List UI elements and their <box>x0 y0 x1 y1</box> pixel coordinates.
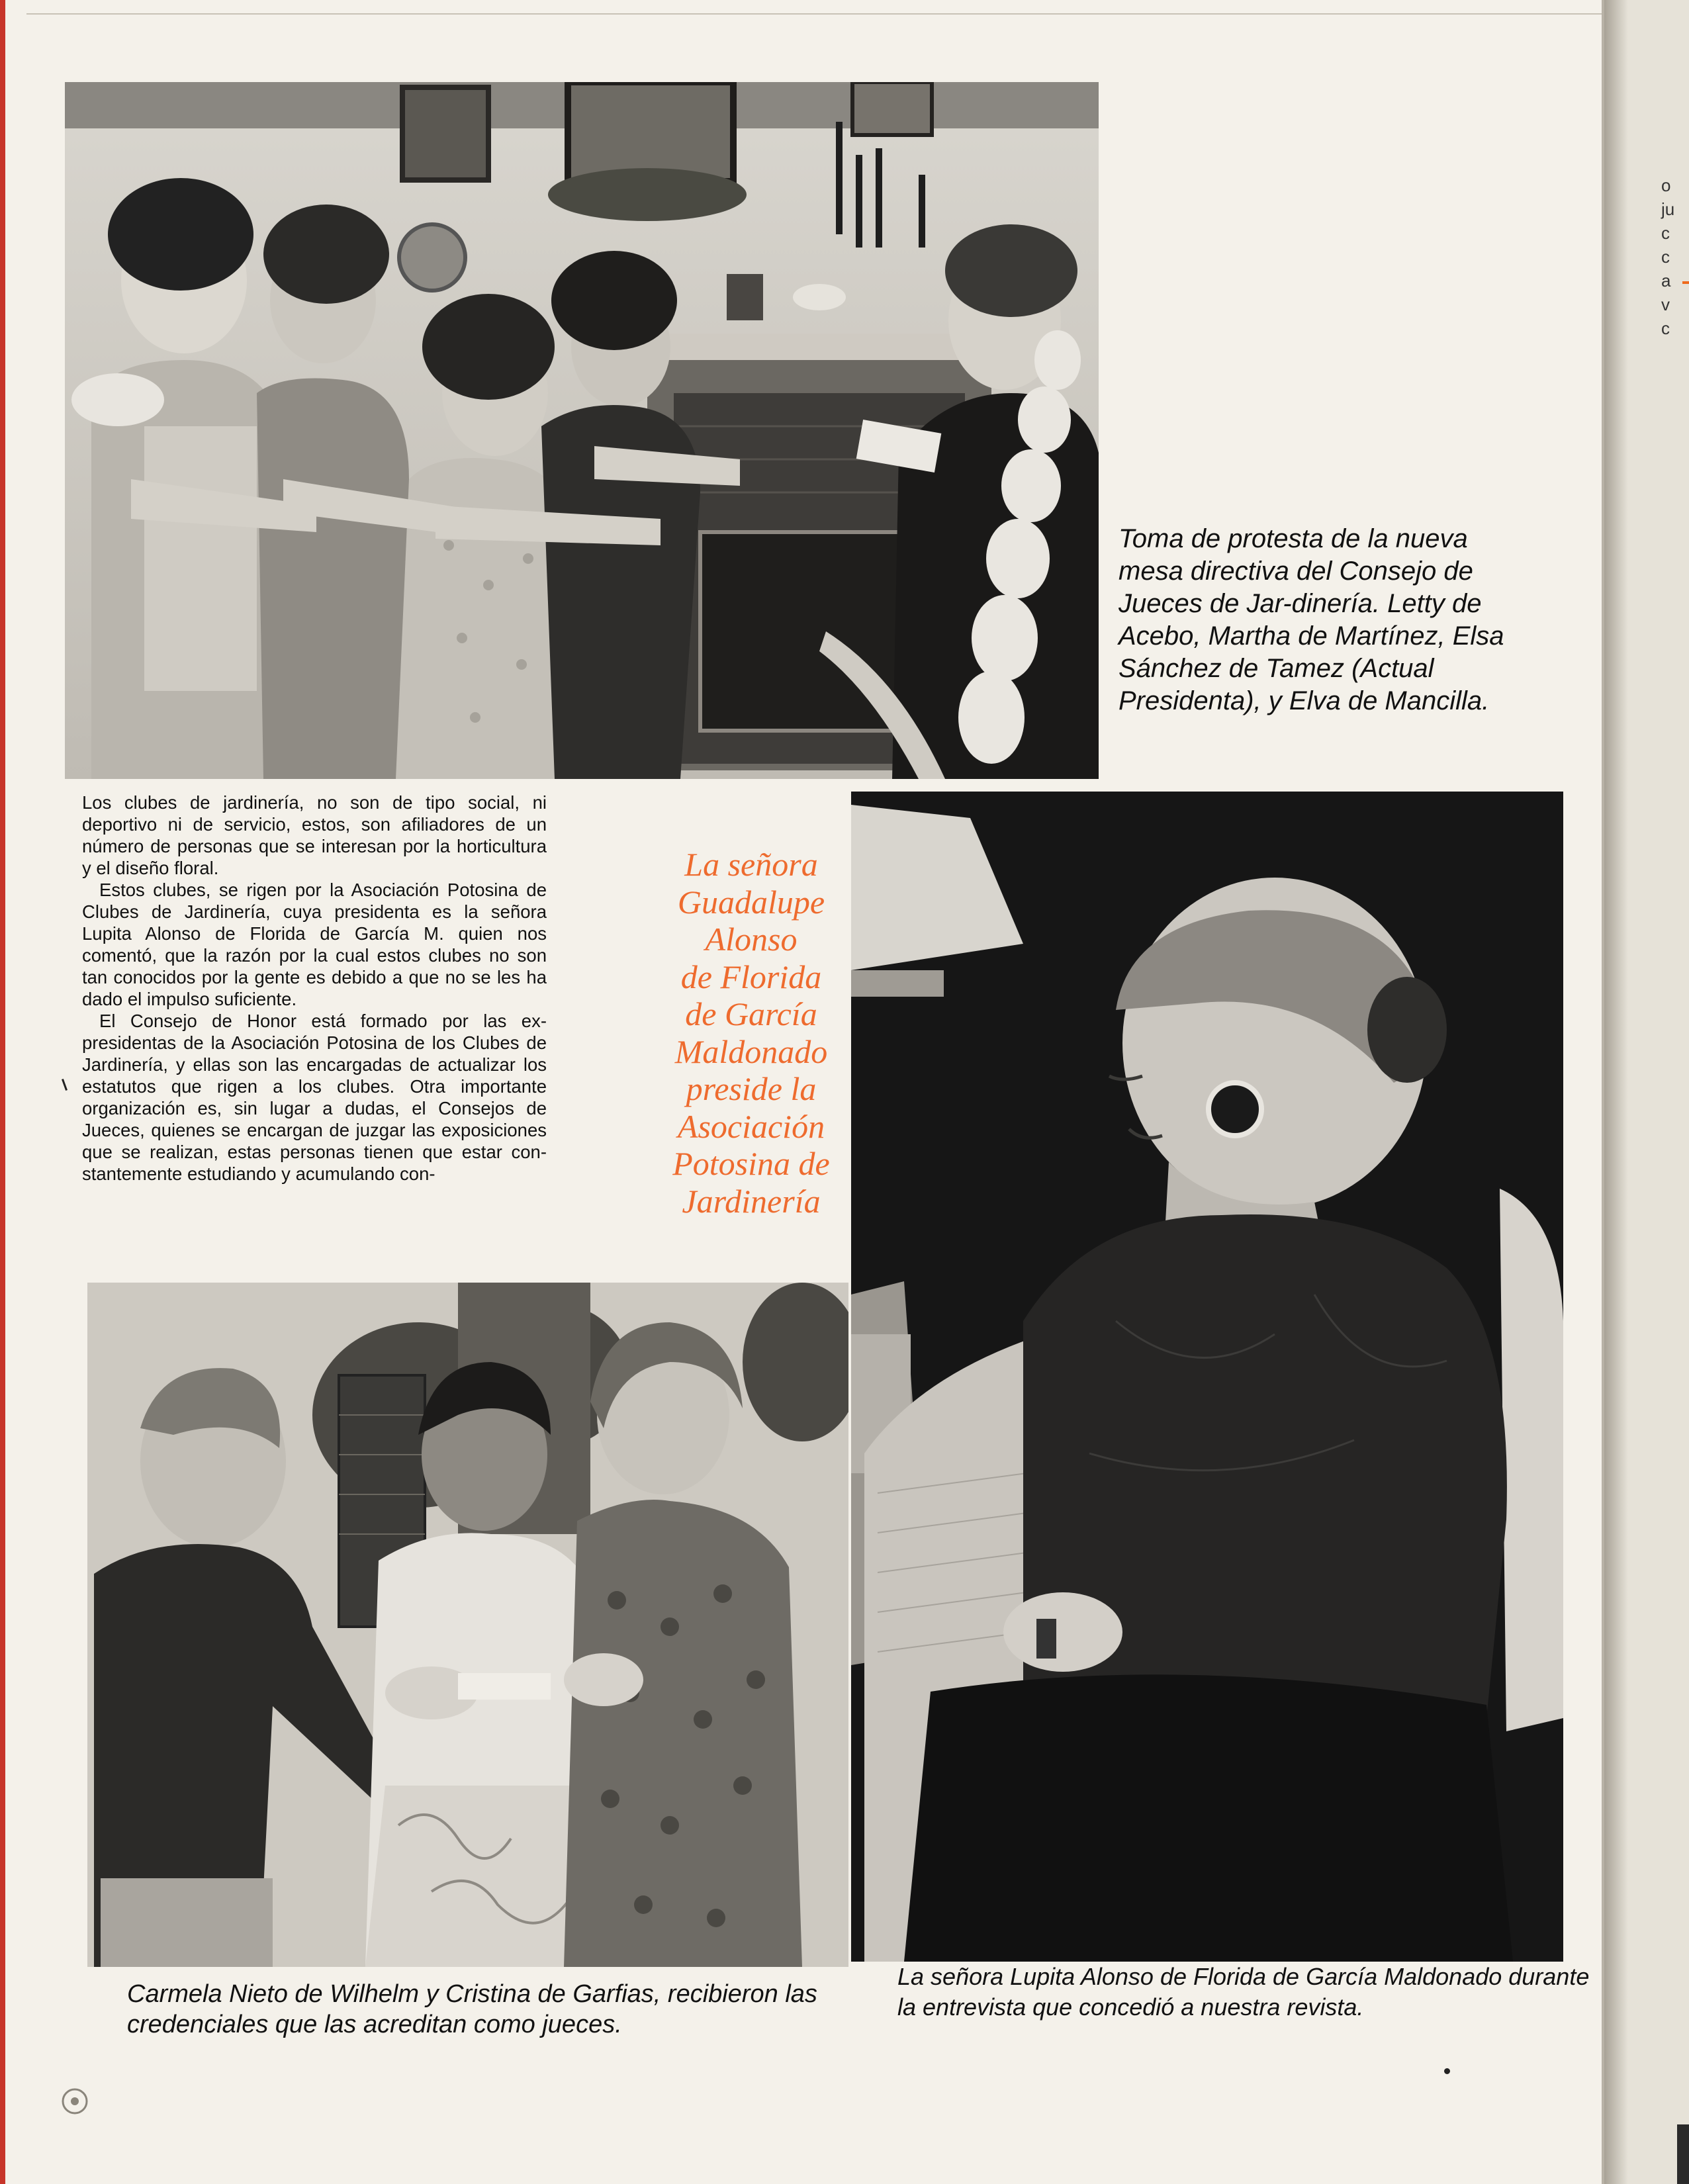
article-paragraph-2: Estos clubes, se rigen por la Asociación Potosina de Clubes de Jardinería, cuya presidenta es la señora Lupita Alonso de Florida de García M. quien nos comentó, que la razón por la cual estos clubes no son tan conocidos por la gente es debido a que no se les ha dado el impulso suficiente. <box>82 880 547 1009</box>
fragment: a <box>1661 271 1671 291</box>
bottom-tab <box>1677 2124 1689 2184</box>
pull-quote-line: de García <box>685 995 817 1032</box>
corner-stamp-icon <box>58 2085 91 2118</box>
top-rule <box>26 13 1602 15</box>
page-fold-shadow <box>1604 0 1628 2184</box>
pull-quote-line: Asociación <box>677 1107 825 1145</box>
pull-quote-line: Alonso <box>705 921 798 958</box>
orange-mark <box>1682 281 1689 284</box>
pull-quote-line: Jardinería <box>682 1182 821 1220</box>
photo-credentials <box>87 1283 848 1967</box>
pull-quote-line: Maldonado <box>674 1032 828 1070</box>
article-body <box>82 792 547 1185</box>
pull-quote-line: de Florida <box>680 958 822 995</box>
pull-quote-line: Guadalupe <box>677 883 825 921</box>
pull-quote-line: Potosina de <box>672 1145 830 1182</box>
photo-portrait-interview <box>851 792 1563 1962</box>
article-paragraph-1: Los clubes de jardinería, no son de tipo social, ni deportivo ni de servicio, estos, son afiliadores de un número de personas que se interesan por la horticultura y el diseño floral. <box>82 792 547 878</box>
fragment: ju <box>1661 199 1675 219</box>
fragment: c <box>1661 318 1670 338</box>
fragment: v <box>1661 295 1670 314</box>
pull-quote-line: La señora <box>684 846 818 883</box>
binding-edge <box>0 0 5 2184</box>
next-page-text-fragments <box>1661 173 1688 340</box>
caption-swearing-in: Toma de protesta de la nueva mesa directiva del Consejo de Jueces de Jar-dinería. Letty de Acebo, Martha de Martínez, Elsa Sánchez de Tamez (Actual Presidenta), y Elva de Mancilla. <box>1118 524 1504 715</box>
pull-quote <box>629 846 874 1220</box>
page-dot <box>1444 2068 1450 2074</box>
pen-mark <box>62 1079 68 1091</box>
article-paragraph-3: El Consejo de Honor está formado por las ex-presidentas de la Asociación Potosina de los Clubes de Jardinería, y ellas son las encargadas de actualizar los estatutos que rigen a los clubes. Otra importante organización es, sin lugar a dudas, el Consejos de Jueces, quienes se encargan de juzgar las exposiciones que se realizan, estas personas tienen que estar con-stantemente estudiando y acumulando con- <box>82 1011 547 1184</box>
caption-portrait: La señora Lupita Alonso de Florida de García Maldonado durante la entrevista que concedió a nuestra revista. <box>897 1963 1590 2021</box>
fragment: c <box>1661 223 1670 243</box>
next-page-edge <box>1602 0 1689 2184</box>
pull-quote-line: preside la <box>686 1070 817 1107</box>
caption-credentials: Carmela Nieto de Wilhelm y Cristina de Garfias, recibieron las credenciales que las acreditan como jueces. <box>127 1980 817 2038</box>
fragment: c <box>1661 247 1670 267</box>
photo-swearing-in <box>65 82 1099 779</box>
fragment: o <box>1661 175 1671 195</box>
